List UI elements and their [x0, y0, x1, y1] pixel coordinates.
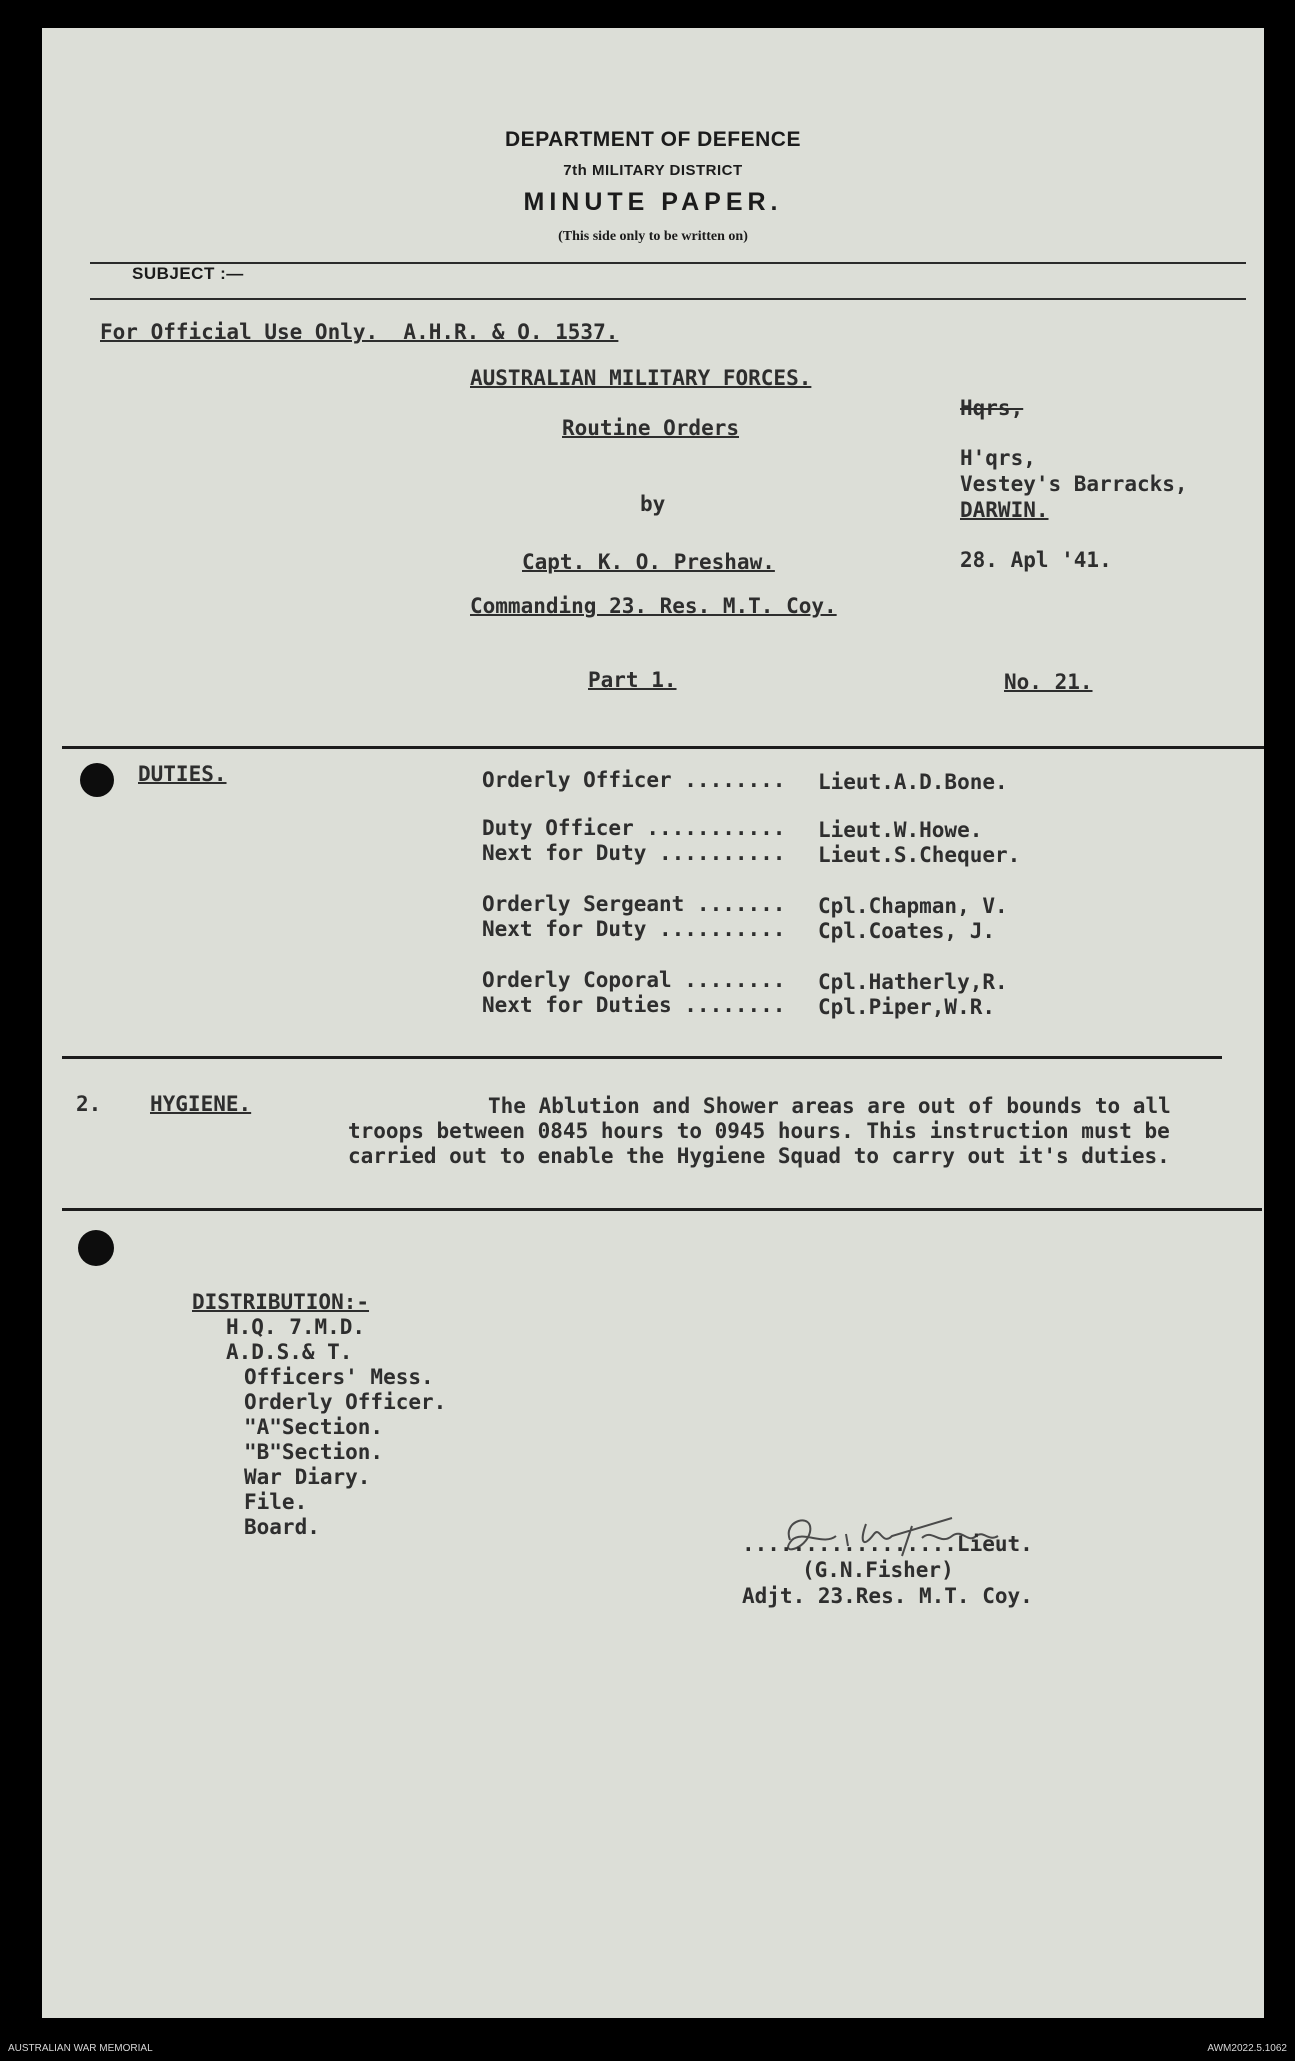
distribution-item: Officers' Mess. [244, 1365, 434, 1389]
duty-role: Next for Duty .......... [482, 841, 786, 865]
distribution-item: A.D.S.& T. [226, 1340, 353, 1364]
header-rule-top [90, 262, 1246, 264]
orders-title: Routine Orders [562, 416, 740, 440]
duty-name: Lieut.W.Howe. [818, 818, 983, 842]
duties-heading: DUTIES. [138, 762, 227, 786]
header-rule-bottom [90, 298, 1246, 300]
duty-name: Cpl.Piper,W.R. [818, 995, 996, 1019]
signature-line: .................Lieut. [742, 1532, 1033, 1556]
subject-label: SUBJECT :— [132, 264, 244, 283]
location-line-3: DARWIN. [960, 498, 1049, 522]
duty-name: Cpl.Hatherly,R. [818, 970, 1008, 994]
duty-role: Duty Officer ........... [482, 816, 786, 840]
distribution-item: "B"Section. [244, 1440, 384, 1464]
signatory-name: (G.N.Fisher) [802, 1558, 954, 1582]
duty-role: Orderly Sergeant ....... [482, 892, 786, 916]
order-number: No. 21. [1004, 670, 1093, 694]
department-heading: DEPARTMENT OF DEFENCE [505, 128, 801, 151]
duty-role: Next for Duties ........ [482, 993, 786, 1017]
by-word: by [640, 492, 666, 516]
hygiene-text: The Ablution and Shower areas are out of bounds to all troops between 0845 hours to 0945 hours. This instruction must be carried out to enable the Hygiene Squad to carry out it's duties. [348, 1094, 1171, 1168]
section-divider-2 [62, 1056, 1222, 1059]
write-side-note: (This side only to be written on) [558, 229, 748, 244]
punch-hole-1 [80, 763, 114, 797]
distribution-item: Orderly Officer. [244, 1390, 447, 1414]
duty-name: Cpl.Coates, J. [818, 919, 996, 943]
punch-hole-2 [78, 1230, 114, 1266]
distribution-item: "A"Section. [244, 1415, 384, 1439]
signatory-position: Adjt. 23.Res. M.T. Coy. [742, 1584, 1033, 1608]
distribution-list [192, 1290, 446, 1540]
command-line: Commanding 23. Res. M.T. Coy. [470, 594, 837, 618]
collection-credit: AUSTRALIAN WAR MEMORIAL [8, 2043, 153, 2054]
location-line-1: H'qrs, [960, 446, 1036, 470]
paper-type-heading: MINUTE PAPER. [523, 188, 783, 216]
duty-role: Next for Duty .......... [482, 917, 786, 941]
issuing-officer: Capt. K. O. Preshaw. [522, 550, 775, 574]
duty-role: Orderly Coporal ........ [482, 968, 786, 992]
location-line-2: Vestey's Barracks, [960, 472, 1188, 496]
part-number: Part 1. [588, 668, 677, 692]
order-date: 28. Apl '41. [960, 548, 1112, 572]
distribution-item: War Diary. [244, 1465, 371, 1489]
section-divider-3 [62, 1208, 1262, 1211]
struck-location: Hqrs, [960, 396, 1024, 420]
distribution-heading: DISTRIBUTION:- [192, 1290, 370, 1314]
restriction-line: For Official Use Only. A.H.R. & O. 1537. [100, 320, 619, 344]
distribution-item: H.Q. 7.M.D. [226, 1315, 366, 1339]
hygiene-heading: HYGIENE. [150, 1092, 252, 1116]
distribution-item: Board. [244, 1515, 320, 1539]
duty-role: Orderly Officer ........ [482, 768, 786, 792]
duty-name: Lieut.S.Chequer. [818, 843, 1021, 867]
section-divider-1 [62, 746, 1264, 749]
force-name: AUSTRALIAN MILITARY FORCES. [470, 366, 812, 390]
minute-paper [42, 28, 1264, 2018]
duty-name: Cpl.Chapman, V. [818, 894, 1008, 918]
district-heading: 7th MILITARY DISTRICT [563, 162, 743, 179]
duty-name: Lieut.A.D.Bone. [818, 770, 1008, 794]
hygiene-number: 2. [76, 1092, 102, 1116]
accession-number: AWM2022.5.1062 [1207, 2043, 1287, 2054]
distribution-item: File. [244, 1490, 308, 1514]
